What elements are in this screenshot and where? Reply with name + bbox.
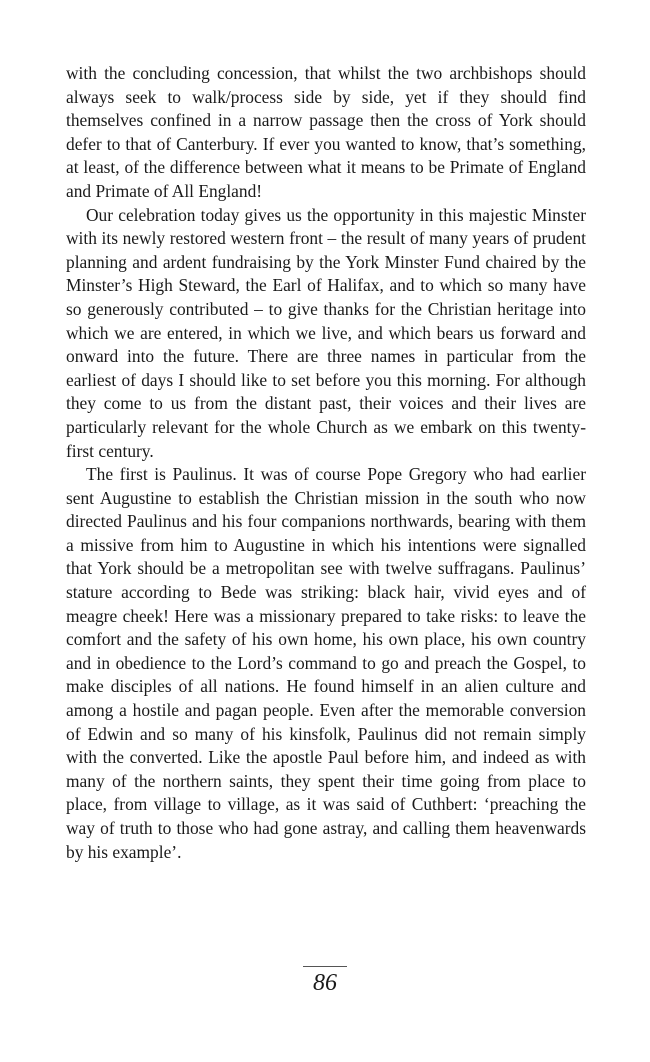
- page-footer: [0, 966, 650, 997]
- page-body: [66, 62, 586, 864]
- page-number: 86: [313, 970, 337, 996]
- paragraph-continuation: with the concluding concession, that whilst the two archbishops should always seek to walk/process side by side, yet if they should find themselves confined in a narrow passage then the cross of York should defer to that of Canterbury. If ever you wanted to know, that’s something, at least, of the difference between what it means to be Primate of England and Primate of All England!: [66, 63, 586, 201]
- paragraph-celebration: Our celebration today gives us the opportunity in this majestic Minster with its newly restored western front – the result of many years of prudent planning and ardent fundraising by the York Minster Fund chaired by the Minster’s High Steward, the Earl of Halifax, and to which so many have so generously contributed – to give thanks for the Christian heritage into which we are entered, in which we live, and which bears us forward and onward into the future. There are three names in particular from the earliest of days I should like to set before you this morning. For although they come to us from the distant past, their voices and their lives are particularly relevant for the whole Church as we embark on this twenty-first century.: [66, 204, 586, 461]
- paragraph-paulinus: The first is Paulinus. It was of course Pope Gregory who had earlier sent Augustine to establish the Christian mission in the south who now directed Paulinus and his four companions northwards, bearing with them a missive from him to Augustine in which his intentions were signalled that York should be a metropolitan see with twelve suffragans. Paulinus’ stature according to Bede was striking: black hair, vivid eyes and of meagre cheek! Here was a missionary prepared to take risks: to leave the comfort and the safety of his own home, his own place, his own country and in obedience to the Lord’s command to go and preach the Gospel, to make disciples of all nations. He found himself in an alien culture and among a hostile and pagan people. Even after the memorable conversion of Edwin and so many of his kinsfolk, Paulinus did not remain simply with the converted. Like the apostle Paul before him, and indeed as with many of the northern saints, they spent their time going from place to place, from village to village, as it was said of Cuthbert: ‘preaching the way of truth to those who had gone astray, and calling them heavenwards by his example’.: [66, 464, 586, 862]
- footer-rule: [303, 966, 347, 967]
